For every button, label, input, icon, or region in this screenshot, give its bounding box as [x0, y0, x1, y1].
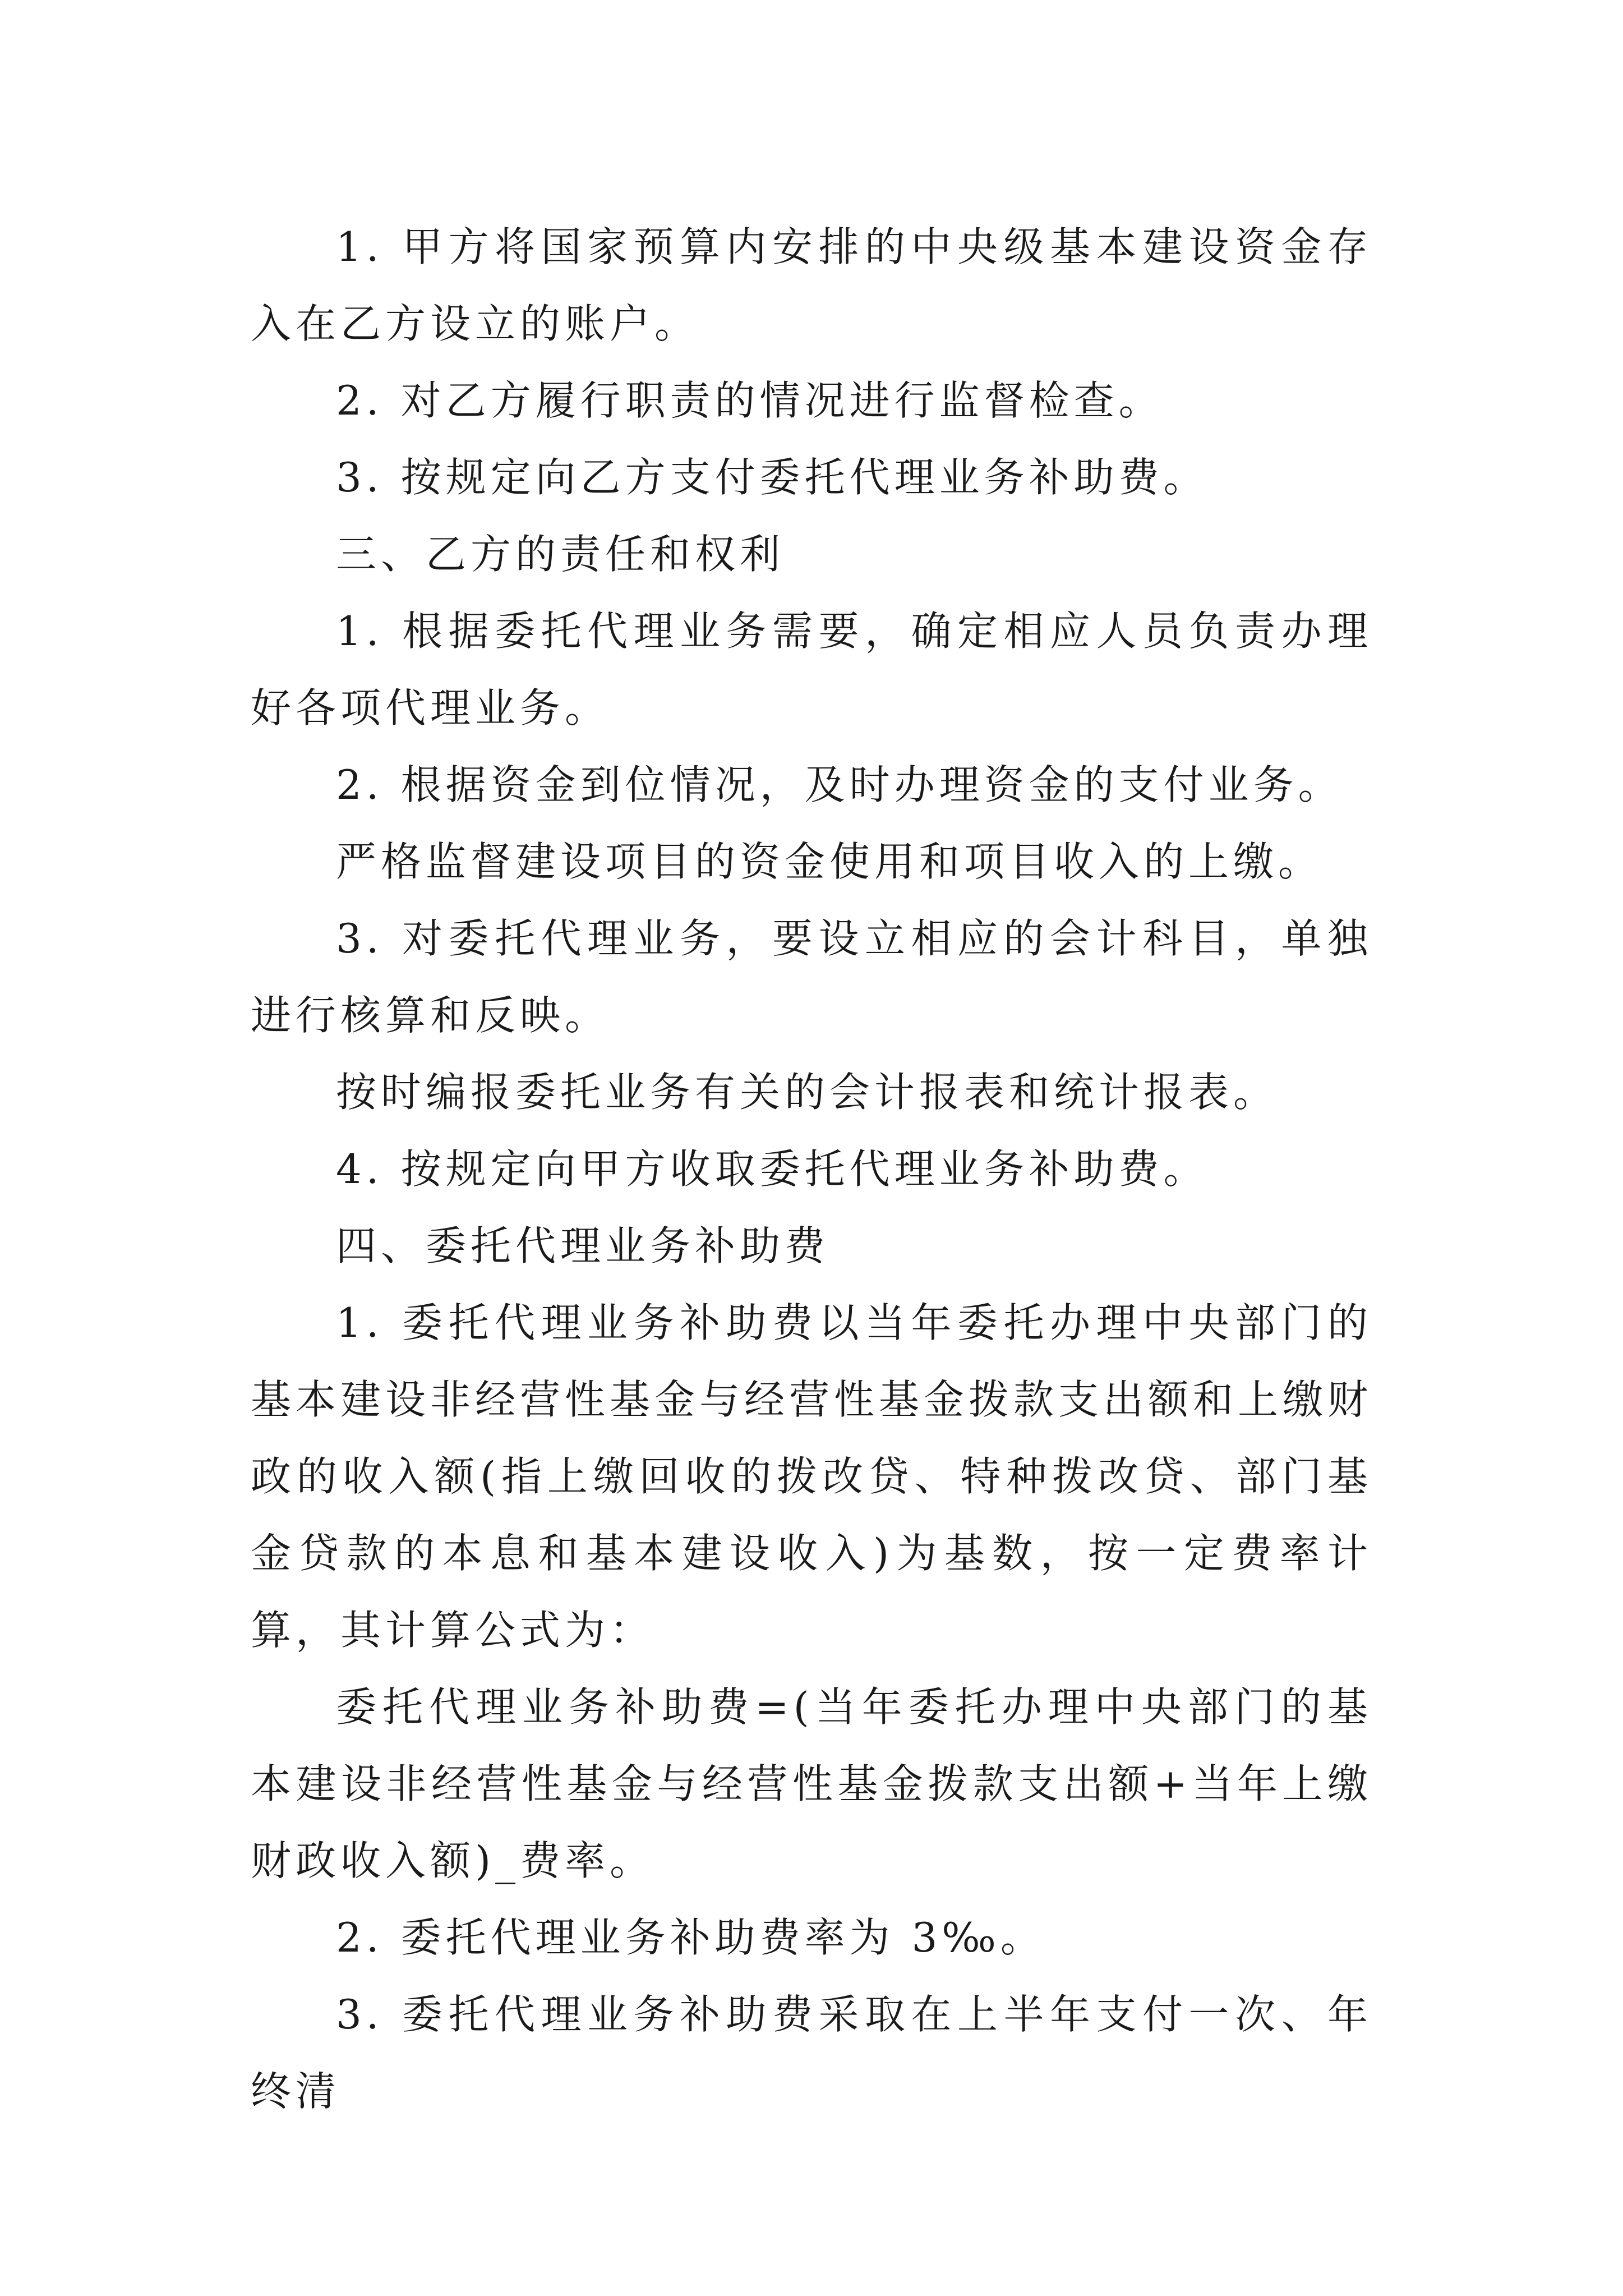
- paragraph: 2. 对乙方履行职责的情况进行监督检查。: [336, 377, 1164, 424]
- paragraph: 3. 对委托代理业务，要设立相应的会计科目，单独进行核算和反映。: [251, 915, 1372, 1039]
- paragraph: 2. 委托代理业务补助费率为 3‰。: [336, 1914, 1045, 1961]
- formula-paragraph: 委托代理业务补助费=(当年委托办理中央部门的基本建设非经营性基金与经营性基金拨款支出额+当年上缴财政收入额)_费率。: [251, 1683, 1372, 1884]
- section-heading: 四、委托代理业务补助费: [336, 1222, 830, 1269]
- paragraph: 按时编报委托业务有关的会计报表和统计报表。: [336, 1069, 1279, 1116]
- paragraph: 4. 按规定向甲方收取委托代理业务补助费。: [336, 1145, 1209, 1193]
- paragraph: 3. 按规定向乙方支付委托代理业务补助费。: [336, 454, 1209, 501]
- section-heading: 三、乙方的责任和权利: [336, 531, 785, 578]
- paragraph: 1. 委托代理业务补助费以当年委托办理中央部门的基本建设非经营性基金与经营性基金拨款支出额和上缴财政的收入额(指上缴回收的拨改贷、特种拨改贷、部门基金贷款的本息和基本建设收入)为基数，按一定费率计算，其计算公式为：: [251, 1299, 1373, 1654]
- paragraph: 1. 甲方将国家预算内安排的中央级基本建设资金存入在乙方设立的账户。: [251, 223, 1372, 347]
- paragraph: 3. 委托代理业务补助费采取在上半年支付一次、年终清: [251, 1991, 1372, 2115]
- paragraph: 2. 根据资金到位情况，及时办理资金的支付业务。: [336, 761, 1343, 808]
- paragraph: 严格监督建设项目的资金使用和项目收入的上缴。: [336, 838, 1324, 885]
- paragraph: 1. 根据委托代理业务需要，确定相应人员负责办理好各项代理业务。: [251, 608, 1372, 731]
- document-body: [251, 209, 1372, 2130]
